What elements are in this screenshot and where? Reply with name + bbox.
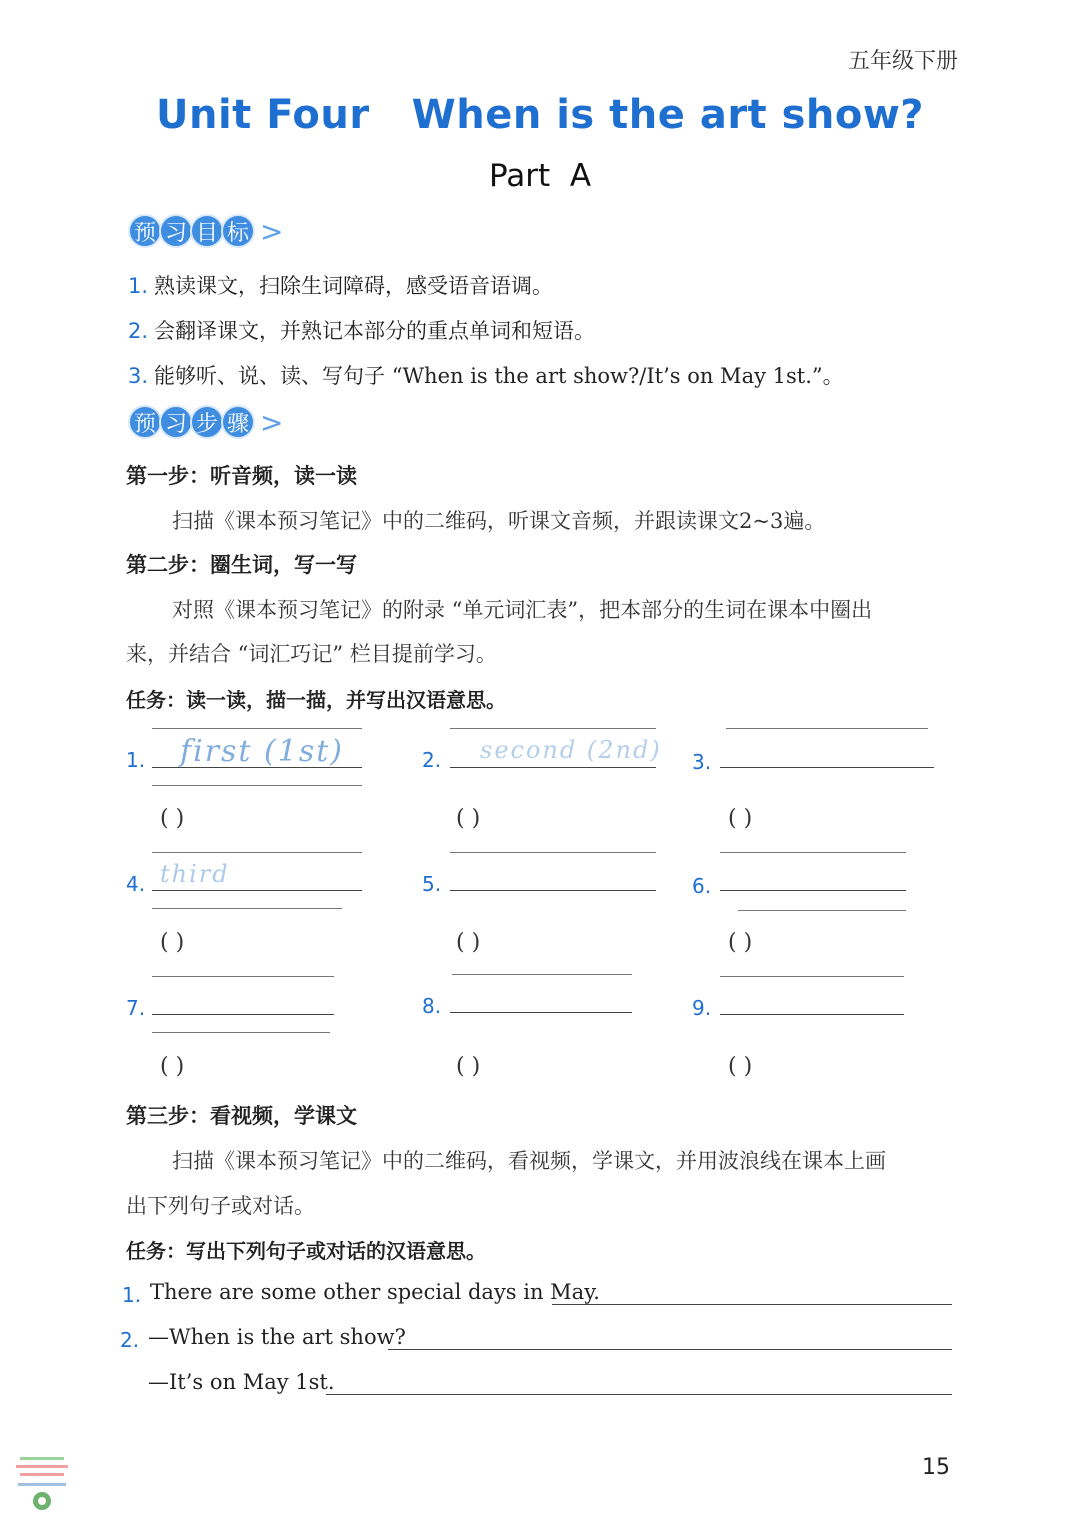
badge-char: 习 bbox=[159, 214, 193, 248]
meaning-parens[interactable]: ( ) bbox=[456, 1054, 481, 1079]
chevron-right-icon: > bbox=[260, 405, 284, 439]
answer-line[interactable] bbox=[152, 890, 362, 891]
goal-item: 2. 会翻译课文，并熟记本部分的重点单词和短语。 bbox=[128, 319, 596, 343]
step1-title: 第一步：听音频，读一读 bbox=[126, 464, 357, 488]
goal-item: 1. 熟读课文，扫除生词障碍，感受语音语调。 bbox=[128, 274, 554, 298]
word-num: 4. bbox=[126, 872, 146, 896]
badge-char: 骤 bbox=[221, 405, 255, 439]
step2-title: 第二步：圈生词，写一写 bbox=[126, 553, 357, 577]
sentence-num: 1. bbox=[122, 1283, 142, 1307]
sentence-text: —When is the art show? bbox=[148, 1325, 406, 1349]
word-num: 8. bbox=[422, 994, 442, 1018]
answer-line[interactable] bbox=[388, 1349, 952, 1350]
answer-line[interactable] bbox=[720, 1014, 904, 1015]
answer-line[interactable] bbox=[450, 767, 656, 768]
meaning-parens[interactable]: ( ) bbox=[728, 1054, 753, 1079]
meaning-parens[interactable]: ( ) bbox=[456, 806, 481, 831]
meaning-parens[interactable]: ( ) bbox=[456, 930, 481, 955]
page-title bbox=[0, 92, 1080, 138]
answer-line[interactable] bbox=[720, 767, 934, 768]
watermark-logo-icon bbox=[14, 1455, 70, 1515]
traced-word: second (2nd) bbox=[480, 736, 662, 764]
chevron-right-icon: > bbox=[260, 214, 284, 248]
badge-char: 习 bbox=[159, 405, 193, 439]
step3-task: 任务：写出下列句子或对话的汉语意思。 bbox=[126, 1239, 486, 1263]
word-num: 9. bbox=[692, 996, 712, 1020]
answer-line[interactable] bbox=[152, 767, 362, 768]
meaning-parens[interactable]: ( ) bbox=[728, 806, 753, 831]
answer-line[interactable] bbox=[450, 1012, 632, 1013]
word-num: 1. bbox=[126, 748, 146, 772]
meaning-parens[interactable]: ( ) bbox=[160, 806, 185, 831]
badge-char: 标 bbox=[221, 214, 255, 248]
word-num: 2. bbox=[422, 748, 442, 772]
step3-text-line1: 扫描《课本预习笔记》中的二维码，看视频，学课文，并用波浪线在课本上画 bbox=[172, 1149, 886, 1173]
part-title: Part A bbox=[488, 158, 592, 194]
grade-label: 五年级下册 bbox=[847, 49, 958, 74]
word-num: 6. bbox=[692, 874, 712, 898]
meaning-parens[interactable]: ( ) bbox=[160, 930, 185, 955]
preview-goals-badge bbox=[128, 214, 283, 248]
step2-text-line1: 对照《课本预习笔记》的附录 “单元词汇表”，把本部分的生词在课本中圈出 bbox=[172, 598, 873, 622]
unit-title: Unit Four bbox=[155, 92, 370, 138]
badge-char: 步 bbox=[190, 405, 224, 439]
word-num: 5. bbox=[422, 872, 442, 896]
badge-char: 预 bbox=[128, 405, 162, 439]
preview-steps-badge bbox=[128, 405, 283, 439]
step2-text-line2: 来，并结合 “词汇巧记” 栏目提前学习。 bbox=[126, 642, 497, 666]
meaning-parens[interactable]: ( ) bbox=[160, 1054, 185, 1079]
traced-word: first (1st) bbox=[180, 734, 344, 769]
badge-char: 预 bbox=[128, 214, 162, 248]
answer-line[interactable] bbox=[450, 890, 656, 891]
badge-char: 目 bbox=[190, 214, 224, 248]
traced-word: third bbox=[160, 860, 230, 888]
page-number: 15 bbox=[922, 1455, 950, 1480]
answer-line[interactable] bbox=[552, 1304, 952, 1305]
sentence-text: —It’s on May 1st. bbox=[148, 1370, 335, 1394]
unit-question: When is the art show? bbox=[411, 92, 925, 138]
word-num: 3. bbox=[692, 750, 712, 774]
step3-text-line2: 出下列句子或对话。 bbox=[126, 1194, 315, 1218]
meaning-parens[interactable]: ( ) bbox=[728, 930, 753, 955]
answer-line[interactable] bbox=[326, 1394, 952, 1395]
sentence-text: There are some other special days in May. bbox=[150, 1280, 600, 1304]
step3-title: 第三步：看视频，学课文 bbox=[126, 1104, 357, 1128]
step1-text: 扫描《课本预习笔记》中的二维码，听课文音频，并跟读课文2~3遍。 bbox=[172, 509, 826, 533]
answer-line[interactable] bbox=[152, 1014, 334, 1015]
sentence-num: 2. bbox=[120, 1328, 140, 1352]
goal-item: 3. 能够听、说、读、写句子 “When is the art show?/It’s on May 1st.”。 bbox=[128, 364, 844, 388]
answer-line[interactable] bbox=[720, 890, 906, 891]
step2-task: 任务：读一读，描一描，并写出汉语意思。 bbox=[126, 688, 506, 712]
word-num: 7. bbox=[126, 996, 146, 1020]
